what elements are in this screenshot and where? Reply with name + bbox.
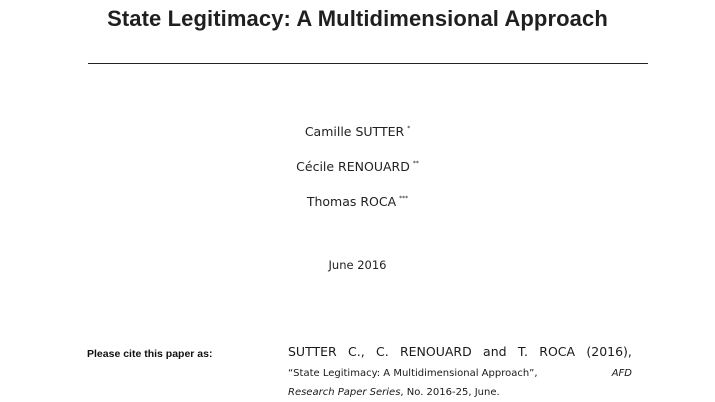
author-1-name: Camille SUTTER (304, 124, 405, 139)
author-3-mark: *** (399, 195, 409, 202)
author-2-mark: ** (412, 160, 419, 167)
citation-word: RENOUARD (399, 344, 472, 359)
citation-word: and (483, 344, 507, 359)
citation-series-details: , No. 2016-25, June. (400, 387, 500, 398)
citation-text (288, 342, 632, 402)
author-2-name: Cécile RENOUARD (296, 159, 410, 174)
citation-line-2 (288, 364, 632, 384)
citation-line-3 (288, 384, 632, 402)
publication-date: June 2016 (328, 258, 387, 272)
citation-word: T. (517, 344, 528, 359)
author-2 (0, 159, 715, 174)
citation-publisher: AFD (611, 368, 632, 379)
citation-label: Please cite this paper as: (87, 348, 213, 360)
author-3 (0, 194, 715, 209)
citation-word: ROCA (539, 344, 576, 359)
paper-title: State Legitimacy: A Multidimensional Approach (107, 6, 608, 31)
author-1-mark: * (407, 125, 411, 132)
citation-word: C. (375, 344, 389, 359)
title-divider (88, 63, 648, 64)
citation-series: Research Paper Series (288, 387, 401, 398)
author-1 (0, 124, 715, 139)
citation-paper-title: “State Legitimacy: A Multidimensional Approach”, (288, 368, 538, 379)
citation-line-1 (288, 342, 632, 362)
citation-word: SUTTER (288, 344, 337, 359)
citation-word: C., (348, 344, 365, 359)
citation-word: (2016), (586, 344, 632, 359)
author-3-name: Thomas ROCA (306, 194, 397, 209)
